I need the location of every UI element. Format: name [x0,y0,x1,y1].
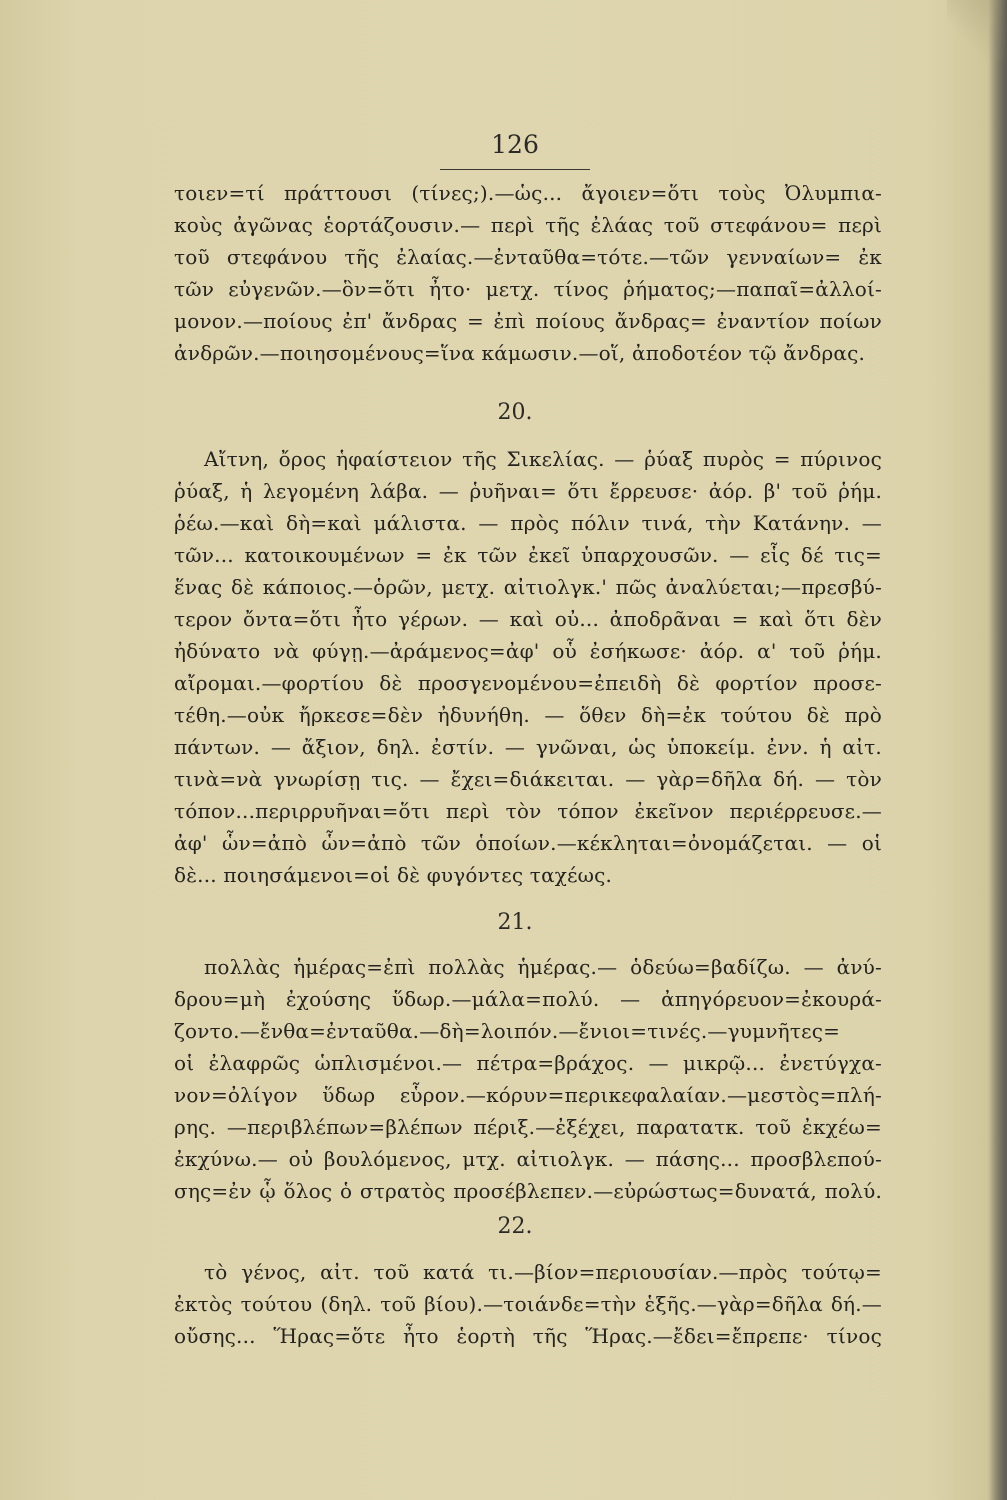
text-line: τινὰ=νὰ γνωρίσῃ τις. — ἔχει=διάκειται. — γὰρ=δῆλα δή. — τὸν [174,767,882,791]
text-line: τοῦ στεφάνου τῆς ἐλαίας.—ἐνταῦθα=τότε.—τῶν γενναίων= ἐκ [174,245,882,269]
text-line: τερον ὄντα=ὅτι ἦτο γέρων. — καὶ οὐ... ἀποδρᾶναι = καὶ ὅτι δὲν [174,607,882,631]
text-line: τῶν εὐγενῶν.—ὃν=ὅτι ἦτο· μετχ. τίνος ῥήματος;—παπαῖ=ἀλλοί- [174,277,882,301]
text-line: δὲ... ποιησάμενοι=οἱ δὲ φυγόντες ταχέως. [174,863,613,887]
page-edge-shadow [989,0,1007,1500]
text-line: τὸ γένος, αἰτ. τοῦ κατά τι.—βίον=περιουσίαν.—πρὸς τούτῳ= [204,1260,882,1284]
text-line: τέθη.—οὐκ ἤρκεσε=δὲν ἠδυνήθη. — ὅθεν δὴ=ἐκ τούτου δὲ πρὸ [174,703,882,727]
text-line: ζοντο.—ἔνθα=ἐνταῦθα.—δὴ=λοιπόν.—ἔνιοι=τινές.—γυμνῆτες= [174,1019,841,1043]
section-number: 20. [497,400,533,425]
text-line: κοὺς ἀγῶνας ἑορτάζουσιν.— περὶ τῆς ἐλάας τοῦ στεφάνου= περὶ [174,213,882,237]
text-line: Αἴτνη, ὄρος ἡφαίστειον τῆς Σικελίας. — ῥύαξ πυρὸς = πύρινος [204,447,882,471]
text-line: οὔσης... Ἥρας=ὅτε ἦτο ἑορτὴ τῆς Ἥρας.—ἔδει=ἔπρεπε· τίνος [174,1324,882,1348]
text-line: νον=ὀλίγον ὕδωρ εὗρον.—κόρυν=περικεφαλαίαν.—μεστὸς=πλή- [174,1083,882,1107]
text-line: πάντων. — ἄξιον, δηλ. ἐστίν. — γνῶναι, ὡς ὑποκείμ. ἐνν. ἡ αἰτ. [174,735,882,759]
text-line: τόπον...περιρρυῆναι=ὅτι περὶ τὸν τόπον ἐκεῖνον περιέρρευσε.— [174,799,882,823]
text-line: ῥύαξ, ἡ λεγομένη λάβα. — ῥυῆναι= ὅτι ἔρρευσε· ἀόρ. β' τοῦ ῥήμ. [174,479,882,503]
text-line: ῥέω.—καὶ δὴ=καὶ μάλιστα. — πρὸς πόλιν τινά, τὴν Κατάνην. — [174,511,882,535]
text-line: ἀφ' ὧν=ἀπὸ ὧν=ἀπὸ τῶν ὁποίων.—κέκληται=ὀνομάζεται. — οἱ [174,831,882,855]
section-number: 21. [497,910,533,935]
text-line: ἠδύνατο νὰ φύγῃ.—ἀράμενος=ἀφ' οὗ ἐσήκωσε· ἀόρ. α' τοῦ ῥήμ. [174,639,882,663]
text-line: ἀνδρῶν.—ποιησομένους=ἵνα κάμωσιν.—οἵ, ἀποδοτέον τῷ ἄνδρας. [174,341,866,365]
section-number: 22. [497,1214,533,1239]
text-line: τοιεν=τί πράττουσι (τίνες;).—ὡς... ἄγοιεν=ὅτι τοὺς Ὀλυμπια- [174,181,882,205]
text-line: σης=ἐν ᾧ ὅλος ὁ στρατὸς προσέβλεπεν.—εὐρώστως=δυνατά, πολύ. [174,1179,882,1203]
text-line: πολλὰς ἡμέρας=ἐπὶ πολλὰς ἡμέρας.— ὁδεύω=βαδίζω. — ἀνύ- [204,955,882,979]
text-line: μονον.—ποίους ἐπ' ἄνδρας = ἐπὶ ποίους ἄνδρας= ἐναντίον ποίων [174,309,882,333]
text-line: αἴρομαι.—φορτίου δὲ προσγενομένου=ἐπειδὴ δὲ φορτίον προσε- [174,671,882,695]
page-number: 126 [440,130,590,170]
text-line: δρου=μὴ ἐχούσης ὕδωρ.—μάλα=πολύ. — ἀπηγόρευον=ἐκουρά- [174,987,882,1011]
text-line: ἐκτὸς τούτου (δηλ. τοῦ βίου).—τοιάνδε=τὴν ἑξῆς.—γὰρ=δῆλα δή.— [174,1292,882,1316]
text-line: ἐκχύνω.— οὐ βουλόμενος, μτχ. αἰτιολγκ. — πάσης... προσβλεπού- [174,1147,882,1171]
text-line: ρης. —περιβλέπων=βλέπων πέριξ.—ἐξέχει, παρατατκ. τοῦ ἐκχέω= [174,1115,882,1139]
text-line: τῶν... κατοικουμένων = ἐκ τῶν ἐκεῖ ὑπαρχουσῶν. — εἷς δέ τις= [174,543,882,567]
text-line: ἕνας δὲ κάποιος.—ὁρῶν, μετχ. αἰτιολγκ.' πῶς ἀναλύεται;—πρεσβύ- [174,575,882,599]
text-line: οἱ ἐλαφρῶς ὡπλισμένοι.— πέτρα=βράχος. — μικρῷ... ἐνετύγχα- [174,1051,882,1075]
